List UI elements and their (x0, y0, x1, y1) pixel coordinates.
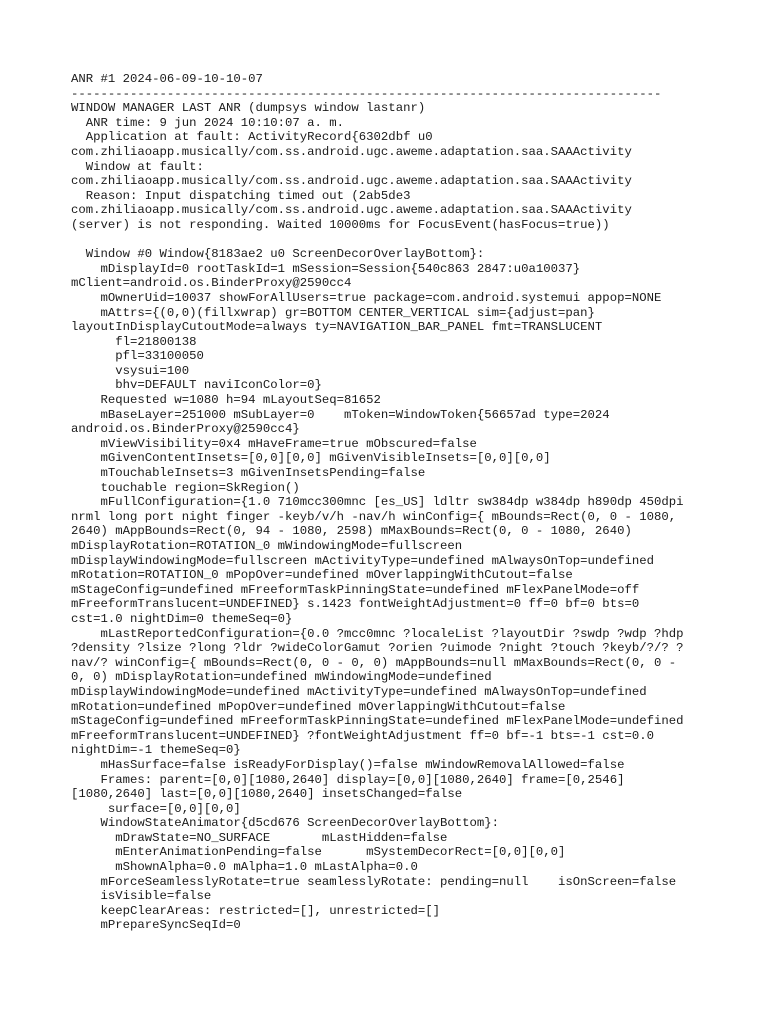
text-line: 0, 0) mDisplayRotation=undefined mWindowingMode=undefined (71, 670, 492, 685)
text-line: mFreeformTranslucent=UNDEFINED} ?fontWeightAdjustment ff=0 bf=-1 bts=-1 cst=0.0 (71, 728, 654, 743)
text-line: 2640) mAppBounds=Rect(0, 94 - 1080, 2598) mMaxBounds=Rect(0, 0 - 1080, 2640) (71, 524, 632, 539)
text-line: mPrepareSyncSeqId=0 (71, 918, 241, 933)
text-line: mForceSeamlesslyRotate=true seamlesslyRotate: pending=null isOnScreen=false (71, 874, 677, 889)
text-line: bhv=DEFAULT naviIconColor=0} (71, 378, 322, 393)
text-line: mAttrs={(0,0)(fillxwrap) gr=BOTTOM CENTER_VERTICAL sim={adjust=pan} (71, 305, 595, 320)
text-line: mStageConfig=undefined mFreeformTaskPinningState=undefined mFlexPanelMode=undefined (71, 714, 684, 729)
text-line: mDrawState=NO_SURFACE mLastHidden=false (71, 830, 448, 845)
text-line: mTouchableInsets=3 mGivenInsetsPending=false (71, 466, 426, 481)
text-line: WindowStateAnimator{d5cd676 ScreenDecorOverlayBottom}: (71, 816, 500, 831)
text-line: mStageConfig=undefined mFreeformTaskPinningState=undefined mFlexPanelMode=off (71, 582, 640, 597)
blank-line (71, 233, 761, 248)
text-line: mRotation=undefined mPopOver=undefined mOverlappingWithCutout=false (71, 699, 566, 714)
text-line: mLastReportedConfiguration={0.0 ?mcc0mnc ?localeList ?layoutDir ?swdp ?wdp ?hdp (71, 626, 684, 641)
text-line: mViewVisibility=0x4 mHaveFrame=true mObscured=false (71, 436, 477, 451)
text-line: mFreeformTranslucent=UNDEFINED} s.1423 fontWeightAdjustment=0 ff=0 bf=0 bts=0 (71, 597, 640, 612)
text-line: touchable region=SkRegion() (71, 480, 300, 495)
text-line: mFullConfiguration={1.0 710mcc300mnc [es_US] ldltr sw384dp w384dp h890dp 450dpi (71, 495, 684, 510)
text-line: mDisplayId=0 rootTaskId=1 mSession=Session{540c863 2847:u0a10037} (71, 261, 581, 276)
text-line: mShownAlpha=0.0 mAlpha=1.0 mLastAlpha=0.0 (71, 860, 418, 875)
text-line: com.zhiliaoapp.musically/com.ss.android.ugc.aweme.adaptation.saa.SAAActivity (71, 144, 632, 159)
text-line: mDisplayRotation=ROTATION_0 mWindowingMode=fullscreen (71, 539, 463, 553)
text-line: ?density ?lsize ?long ?ldr ?wideColorGamut ?orien ?uimode ?night ?touch ?keyb/?/? ? (71, 641, 684, 656)
text-line: surface=[0,0][0,0] (71, 801, 241, 816)
text-line: keepClearAreas: restricted=[], unrestricted=[] (71, 903, 440, 918)
text-line: layoutInDisplayCutoutMode=always ty=NAVIGATION_BAR_PANEL fmt=TRANSLUCENT (71, 320, 603, 335)
anr-report-document (71, 72, 761, 948)
report-title: ANR #1 2024-06-09-10-10-07 (71, 72, 263, 86)
separator-line: -------------------------------------------------------------------------------- (71, 86, 662, 101)
text-line: nightDim=-1 themeSeq=0} (71, 743, 241, 758)
text-line: com.zhiliaoapp.musically/com.ss.android.ugc.aweme.adaptation.saa.SAAActivity (71, 174, 632, 189)
text-line (71, 933, 761, 948)
text-line: mEnterAnimationPending=false mSystemDecorRect=[0,0][0,0] (71, 845, 566, 860)
text-line: mClient=android.os.BinderProxy@2590cc4 (71, 276, 352, 291)
text-line: android.os.BinderProxy@2590cc4} (71, 422, 300, 437)
text-line: mHasSurface=false isReadyForDisplay()=false mWindowRemovalAllowed=false (71, 757, 625, 772)
text-line: cst=1.0 nightDim=0 themeSeq=0} (71, 611, 293, 626)
text-line: mBaseLayer=251000 mSubLayer=0 mToken=WindowToken{56657ad type=2024 (71, 407, 610, 422)
text-line: Application at fault: ActivityRecord{6302dbf u0 (71, 130, 433, 145)
text-line: mDisplayWindowingMode=fullscreen mActivityType=undefined mAlwaysOnTop=undefined (71, 553, 654, 568)
text-line: mRotation=ROTATION_0 mPopOver=undefined mOverlappingWithCutout=false (71, 568, 573, 583)
text-line: Reason: Input dispatching timed out (2ab5de3 (71, 188, 411, 203)
text-line: fl=21800138 (71, 334, 197, 349)
text-line: Window at fault: (71, 159, 204, 174)
text-line: mDisplayWindowingMode=undefined mActivityType=undefined mAlwaysOnTop=undefined (71, 684, 647, 699)
text-line: vsysui=100 (71, 363, 190, 378)
text-line: Requested w=1080 h=94 mLayoutSeq=81652 (71, 393, 381, 408)
text-line: pfl=33100050 (71, 349, 204, 364)
text-line: (server) is not responding. Waited 10000ms for FocusEvent(hasFocus=true)) (71, 217, 610, 232)
text-line: nav/? winConfig={ mBounds=Rect(0, 0 - 0, 0) mAppBounds=null mMaxBounds=Rect(0, 0 - (71, 655, 677, 670)
text-line: mOwnerUid=10037 showForAllUsers=true package=com.android.systemui appop=NONE (71, 290, 662, 305)
text-line: nrml long port night finger -keyb/v/h -nav/h winConfig={ mBounds=Rect(0, 0 - 1080, (71, 509, 677, 524)
text-line: mGivenContentInsets=[0,0][0,0] mGivenVisibleInsets=[0,0][0,0] (71, 451, 551, 466)
text-line: com.zhiliaoapp.musically/com.ss.android.ugc.aweme.adaptation.saa.SAAActivity (71, 203, 632, 218)
text-line: Frames: parent=[0,0][1080,2640] display=[0,0][1080,2640] frame=[0,2546] (71, 772, 625, 787)
window-heading: Window #0 Window{8183ae2 u0 ScreenDecorOverlayBottom}: (71, 247, 485, 262)
text-line: ANR time: 9 jun 2024 10:10:07 a. m. (71, 115, 345, 130)
text-line: isVisible=false (71, 889, 212, 904)
text-line: [1080,2640] last=[0,0][1080,2640] insetsChanged=false (71, 787, 463, 802)
section-heading: WINDOW MANAGER LAST ANR (dumpsys window lastanr) (71, 101, 426, 116)
